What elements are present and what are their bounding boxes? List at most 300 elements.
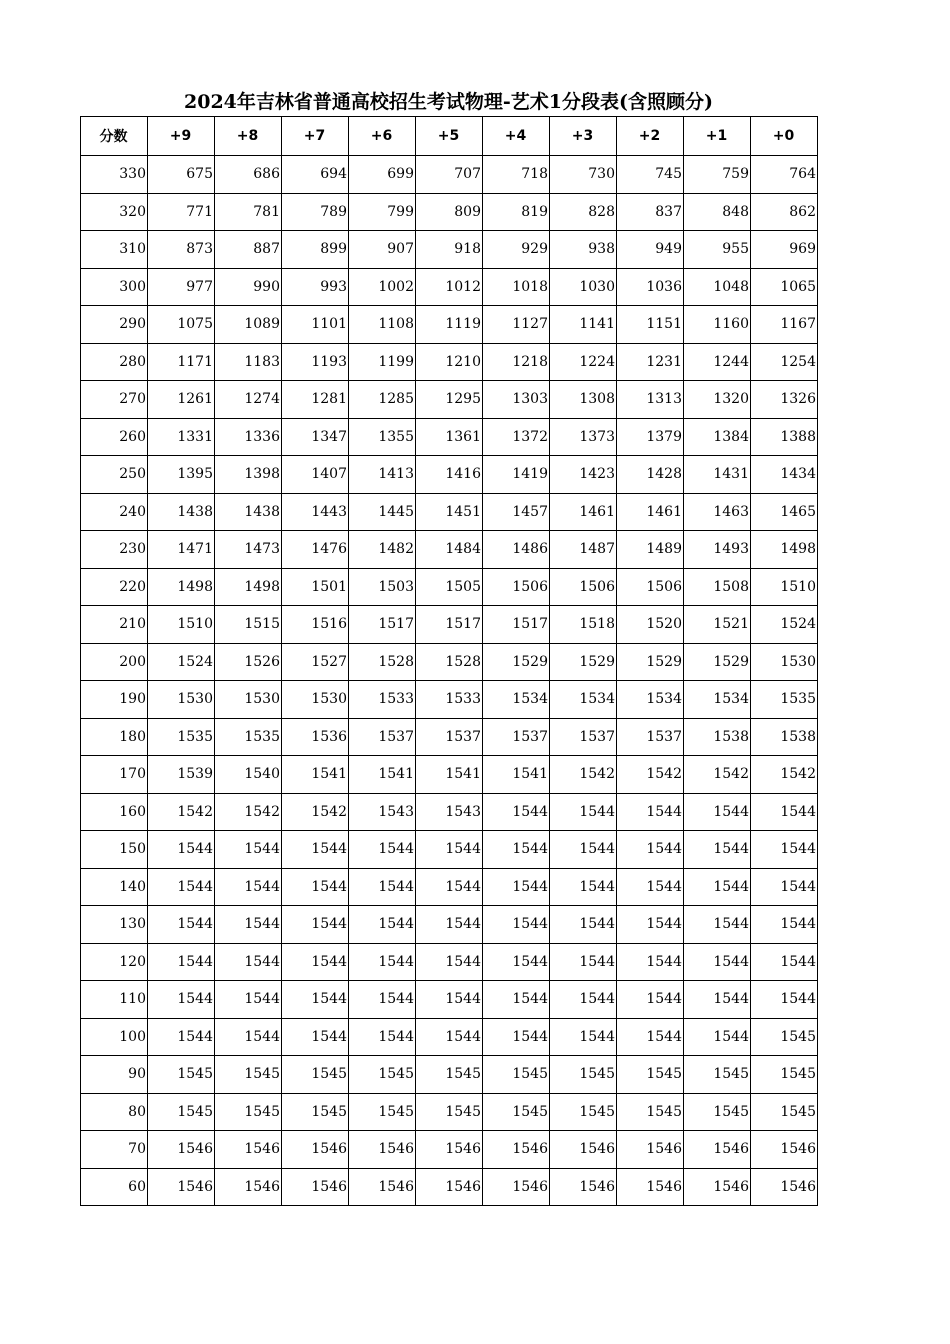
table-row	[81, 1056, 818, 1094]
count-cell: 694	[282, 156, 349, 194]
count-cell: 1544	[148, 981, 215, 1019]
score-cell: 180	[81, 718, 148, 756]
count-cell: 1546	[617, 1168, 684, 1206]
count-cell: 1537	[483, 718, 550, 756]
count-cell: 1544	[416, 943, 483, 981]
count-cell: 1018	[483, 268, 550, 306]
count-cell: 1546	[148, 1131, 215, 1169]
count-cell: 718	[483, 156, 550, 194]
table-row	[81, 343, 818, 381]
count-cell: 1544	[550, 831, 617, 869]
count-cell: 993	[282, 268, 349, 306]
count-cell: 1542	[751, 756, 818, 794]
count-cell: 1443	[282, 493, 349, 531]
count-cell: 887	[215, 231, 282, 269]
score-cell: 280	[81, 343, 148, 381]
count-cell: 799	[349, 193, 416, 231]
table-row	[81, 231, 818, 269]
count-cell: 1428	[617, 456, 684, 494]
count-cell: 1534	[684, 681, 751, 719]
count-cell: 1528	[349, 643, 416, 681]
count-cell: 1372	[483, 418, 550, 456]
count-cell: 862	[751, 193, 818, 231]
count-cell: 1224	[550, 343, 617, 381]
table-row	[81, 681, 818, 719]
table-row	[81, 868, 818, 906]
count-cell: 1534	[617, 681, 684, 719]
table-row	[81, 568, 818, 606]
count-cell: 1538	[751, 718, 818, 756]
count-cell: 1506	[550, 568, 617, 606]
count-cell: 686	[215, 156, 282, 194]
table-row	[81, 531, 818, 569]
table-row	[81, 456, 818, 494]
count-cell: 1544	[215, 831, 282, 869]
count-cell: 1535	[751, 681, 818, 719]
count-cell: 1493	[684, 531, 751, 569]
count-cell: 1482	[349, 531, 416, 569]
count-cell: 1537	[416, 718, 483, 756]
count-cell: 1544	[282, 831, 349, 869]
count-cell: 1254	[751, 343, 818, 381]
count-cell: 1501	[282, 568, 349, 606]
count-cell: 1544	[349, 981, 416, 1019]
count-cell: 1498	[148, 568, 215, 606]
count-cell: 1545	[483, 1093, 550, 1131]
header-offset: +7	[282, 117, 349, 156]
score-cell: 270	[81, 381, 148, 419]
count-cell: 1538	[684, 718, 751, 756]
count-cell: 1471	[148, 531, 215, 569]
count-cell: 1545	[416, 1056, 483, 1094]
count-cell: 1544	[751, 831, 818, 869]
table-row	[81, 831, 818, 869]
table-row	[81, 381, 818, 419]
header-offset: +9	[148, 117, 215, 156]
count-cell: 1544	[751, 793, 818, 831]
count-cell: 1535	[148, 718, 215, 756]
count-cell: 1541	[483, 756, 550, 794]
count-cell: 1537	[349, 718, 416, 756]
score-cell: 250	[81, 456, 148, 494]
count-cell: 873	[148, 231, 215, 269]
score-cell: 190	[81, 681, 148, 719]
count-cell: 1244	[684, 343, 751, 381]
count-cell: 1295	[416, 381, 483, 419]
count-cell: 1320	[684, 381, 751, 419]
score-cell: 130	[81, 906, 148, 944]
count-cell: 1544	[483, 943, 550, 981]
count-cell: 771	[148, 193, 215, 231]
count-cell: 1545	[215, 1093, 282, 1131]
count-cell: 1218	[483, 343, 550, 381]
count-cell: 699	[349, 156, 416, 194]
count-cell: 1545	[349, 1093, 416, 1131]
count-cell: 1476	[282, 531, 349, 569]
count-cell: 1336	[215, 418, 282, 456]
count-cell: 1527	[282, 643, 349, 681]
count-cell: 1434	[751, 456, 818, 494]
score-cell: 150	[81, 831, 148, 869]
count-cell: 1489	[617, 531, 684, 569]
count-cell: 1544	[416, 906, 483, 944]
count-cell: 1544	[282, 906, 349, 944]
count-cell: 1534	[550, 681, 617, 719]
count-cell: 1506	[483, 568, 550, 606]
count-cell: 1274	[215, 381, 282, 419]
table-row	[81, 493, 818, 531]
table-row	[81, 306, 818, 344]
count-cell: 1119	[416, 306, 483, 344]
count-cell: 1534	[483, 681, 550, 719]
count-cell: 764	[751, 156, 818, 194]
count-cell: 1546	[483, 1168, 550, 1206]
count-cell: 1355	[349, 418, 416, 456]
count-cell: 1545	[282, 1093, 349, 1131]
count-cell: 1544	[148, 943, 215, 981]
count-cell: 1544	[483, 981, 550, 1019]
count-cell: 1539	[148, 756, 215, 794]
score-cell: 140	[81, 868, 148, 906]
count-cell: 990	[215, 268, 282, 306]
count-cell: 1463	[684, 493, 751, 531]
count-cell: 1413	[349, 456, 416, 494]
count-cell: 1544	[751, 981, 818, 1019]
count-cell: 1431	[684, 456, 751, 494]
table-row	[81, 943, 818, 981]
count-cell: 1544	[282, 868, 349, 906]
count-cell: 1541	[349, 756, 416, 794]
count-cell: 1141	[550, 306, 617, 344]
count-cell: 1544	[215, 868, 282, 906]
table-row	[81, 793, 818, 831]
count-cell: 1506	[617, 568, 684, 606]
count-cell: 1544	[684, 831, 751, 869]
count-cell: 1533	[349, 681, 416, 719]
count-cell: 1544	[684, 906, 751, 944]
header-offset: +1	[684, 117, 751, 156]
count-cell: 1544	[684, 868, 751, 906]
count-cell: 1546	[148, 1168, 215, 1206]
count-cell: 1407	[282, 456, 349, 494]
count-cell: 1537	[550, 718, 617, 756]
count-cell: 1540	[215, 756, 282, 794]
count-cell: 1516	[282, 606, 349, 644]
count-cell: 1520	[617, 606, 684, 644]
count-cell: 1545	[684, 1056, 751, 1094]
count-cell: 1544	[483, 1018, 550, 1056]
count-cell: 1361	[416, 418, 483, 456]
count-cell: 1545	[550, 1093, 617, 1131]
count-cell: 1416	[416, 456, 483, 494]
count-cell: 1193	[282, 343, 349, 381]
count-cell: 828	[550, 193, 617, 231]
count-cell: 1127	[483, 306, 550, 344]
count-cell: 1546	[349, 1168, 416, 1206]
count-cell: 1498	[751, 531, 818, 569]
count-cell: 1285	[349, 381, 416, 419]
count-cell: 1384	[684, 418, 751, 456]
count-cell: 1544	[148, 831, 215, 869]
count-cell: 1544	[416, 868, 483, 906]
count-cell: 1544	[483, 906, 550, 944]
count-cell: 1546	[684, 1168, 751, 1206]
count-cell: 1487	[550, 531, 617, 569]
count-cell: 1529	[617, 643, 684, 681]
count-cell: 1544	[617, 793, 684, 831]
count-cell: 1530	[148, 681, 215, 719]
table-header-row	[81, 117, 818, 156]
score-cell: 320	[81, 193, 148, 231]
count-cell: 781	[215, 193, 282, 231]
count-cell: 1544	[550, 868, 617, 906]
count-cell: 1544	[550, 1018, 617, 1056]
count-cell: 1231	[617, 343, 684, 381]
count-cell: 1510	[751, 568, 818, 606]
count-cell: 1544	[416, 1018, 483, 1056]
count-cell: 1544	[483, 831, 550, 869]
count-cell: 1438	[215, 493, 282, 531]
count-cell: 1544	[282, 943, 349, 981]
count-cell: 1545	[617, 1056, 684, 1094]
count-cell: 1529	[483, 643, 550, 681]
count-cell: 1544	[751, 868, 818, 906]
count-cell: 1545	[751, 1018, 818, 1056]
count-cell: 1544	[483, 793, 550, 831]
count-cell: 1546	[751, 1168, 818, 1206]
count-cell: 1484	[416, 531, 483, 569]
count-cell: 1541	[282, 756, 349, 794]
count-cell: 1545	[416, 1093, 483, 1131]
count-cell: 1486	[483, 531, 550, 569]
count-cell: 1544	[617, 868, 684, 906]
count-cell: 1395	[148, 456, 215, 494]
count-cell: 1544	[349, 831, 416, 869]
count-cell: 1167	[751, 306, 818, 344]
count-cell: 1537	[617, 718, 684, 756]
count-cell: 1544	[751, 906, 818, 944]
count-cell: 1544	[416, 831, 483, 869]
count-cell: 1544	[617, 981, 684, 1019]
count-cell: 1065	[751, 268, 818, 306]
count-cell: 1528	[416, 643, 483, 681]
count-cell: 1544	[416, 981, 483, 1019]
score-cell: 120	[81, 943, 148, 981]
count-cell: 907	[349, 231, 416, 269]
count-cell: 1546	[617, 1131, 684, 1169]
header-offset: +8	[215, 117, 282, 156]
count-cell: 1546	[215, 1131, 282, 1169]
count-cell: 1546	[684, 1131, 751, 1169]
count-cell: 809	[416, 193, 483, 231]
count-cell: 1544	[684, 793, 751, 831]
count-cell: 1544	[617, 1018, 684, 1056]
count-cell: 1545	[215, 1056, 282, 1094]
count-cell: 1544	[684, 943, 751, 981]
count-cell: 1545	[751, 1093, 818, 1131]
count-cell: 1544	[349, 1018, 416, 1056]
count-cell: 1515	[215, 606, 282, 644]
count-cell: 730	[550, 156, 617, 194]
count-cell: 675	[148, 156, 215, 194]
count-cell: 1518	[550, 606, 617, 644]
count-cell: 745	[617, 156, 684, 194]
count-cell: 1544	[617, 906, 684, 944]
count-cell: 955	[684, 231, 751, 269]
count-cell: 1544	[349, 943, 416, 981]
count-cell: 1036	[617, 268, 684, 306]
count-cell: 1524	[148, 643, 215, 681]
score-distribution-table	[80, 116, 818, 1206]
count-cell: 1517	[483, 606, 550, 644]
table-row	[81, 268, 818, 306]
count-cell: 1542	[282, 793, 349, 831]
count-cell: 1542	[148, 793, 215, 831]
count-cell: 1508	[684, 568, 751, 606]
count-cell: 1517	[416, 606, 483, 644]
count-cell: 1160	[684, 306, 751, 344]
count-cell: 1002	[349, 268, 416, 306]
count-cell: 1388	[751, 418, 818, 456]
count-cell: 1326	[751, 381, 818, 419]
count-cell: 1419	[483, 456, 550, 494]
count-cell: 1545	[617, 1093, 684, 1131]
table-row	[81, 756, 818, 794]
count-cell: 1398	[215, 456, 282, 494]
count-cell: 1524	[751, 606, 818, 644]
table-row	[81, 981, 818, 1019]
count-cell: 1545	[349, 1056, 416, 1094]
count-cell: 1544	[550, 906, 617, 944]
count-cell: 1281	[282, 381, 349, 419]
header-offset: +5	[416, 117, 483, 156]
count-cell: 1101	[282, 306, 349, 344]
count-cell: 1544	[684, 1018, 751, 1056]
count-cell: 1451	[416, 493, 483, 531]
count-cell: 1546	[349, 1131, 416, 1169]
count-cell: 977	[148, 268, 215, 306]
count-cell: 1543	[416, 793, 483, 831]
header-score: 分数	[81, 117, 148, 156]
header-offset: +0	[751, 117, 818, 156]
count-cell: 1171	[148, 343, 215, 381]
count-cell: 1530	[751, 643, 818, 681]
count-cell: 707	[416, 156, 483, 194]
count-cell: 1544	[148, 906, 215, 944]
count-cell: 1546	[483, 1131, 550, 1169]
score-cell: 160	[81, 793, 148, 831]
count-cell: 1535	[215, 718, 282, 756]
count-cell: 1530	[282, 681, 349, 719]
count-cell: 1536	[282, 718, 349, 756]
count-cell: 1012	[416, 268, 483, 306]
header-offset: +4	[483, 117, 550, 156]
count-cell: 1546	[416, 1131, 483, 1169]
count-cell: 918	[416, 231, 483, 269]
count-cell: 1473	[215, 531, 282, 569]
count-cell: 1048	[684, 268, 751, 306]
count-cell: 1498	[215, 568, 282, 606]
count-cell: 949	[617, 231, 684, 269]
table-row	[81, 643, 818, 681]
header-offset: +6	[349, 117, 416, 156]
count-cell: 1457	[483, 493, 550, 531]
count-cell: 1542	[617, 756, 684, 794]
score-cell: 260	[81, 418, 148, 456]
count-cell: 1545	[148, 1056, 215, 1094]
count-cell: 848	[684, 193, 751, 231]
count-cell: 1542	[684, 756, 751, 794]
table-body	[81, 156, 818, 1206]
score-cell: 70	[81, 1131, 148, 1169]
score-cell: 170	[81, 756, 148, 794]
count-cell: 1510	[148, 606, 215, 644]
count-cell: 1529	[550, 643, 617, 681]
count-cell: 1545	[282, 1056, 349, 1094]
score-cell: 100	[81, 1018, 148, 1056]
count-cell: 1461	[617, 493, 684, 531]
count-cell: 1544	[349, 868, 416, 906]
count-cell: 1108	[349, 306, 416, 344]
score-cell: 220	[81, 568, 148, 606]
count-cell: 1530	[215, 681, 282, 719]
count-cell: 1503	[349, 568, 416, 606]
count-cell: 1373	[550, 418, 617, 456]
count-cell: 1544	[215, 1018, 282, 1056]
score-cell: 290	[81, 306, 148, 344]
count-cell: 1210	[416, 343, 483, 381]
count-cell: 1542	[550, 756, 617, 794]
count-cell: 1546	[282, 1168, 349, 1206]
count-cell: 1379	[617, 418, 684, 456]
count-cell: 1544	[148, 868, 215, 906]
count-cell: 1543	[349, 793, 416, 831]
count-cell: 1303	[483, 381, 550, 419]
count-cell: 1545	[684, 1093, 751, 1131]
count-cell: 1544	[215, 943, 282, 981]
count-cell: 1347	[282, 418, 349, 456]
count-cell: 1546	[550, 1131, 617, 1169]
count-cell: 1199	[349, 343, 416, 381]
count-cell: 1544	[282, 1018, 349, 1056]
count-cell: 1545	[751, 1056, 818, 1094]
table-row	[81, 156, 818, 194]
count-cell: 1546	[215, 1168, 282, 1206]
score-cell: 80	[81, 1093, 148, 1131]
count-cell: 1544	[550, 981, 617, 1019]
count-cell: 759	[684, 156, 751, 194]
score-cell: 230	[81, 531, 148, 569]
count-cell: 837	[617, 193, 684, 231]
score-cell: 310	[81, 231, 148, 269]
count-cell: 1308	[550, 381, 617, 419]
count-cell: 1529	[684, 643, 751, 681]
count-cell: 1465	[751, 493, 818, 531]
count-cell: 938	[550, 231, 617, 269]
count-cell: 1544	[617, 831, 684, 869]
count-cell: 1544	[148, 1018, 215, 1056]
count-cell: 1151	[617, 306, 684, 344]
count-cell: 1546	[751, 1131, 818, 1169]
count-cell: 1183	[215, 343, 282, 381]
table-row	[81, 418, 818, 456]
count-cell: 1541	[416, 756, 483, 794]
count-cell: 1544	[215, 906, 282, 944]
header-offset: +2	[617, 117, 684, 156]
count-cell: 1313	[617, 381, 684, 419]
count-cell: 1545	[550, 1056, 617, 1094]
table-row	[81, 906, 818, 944]
